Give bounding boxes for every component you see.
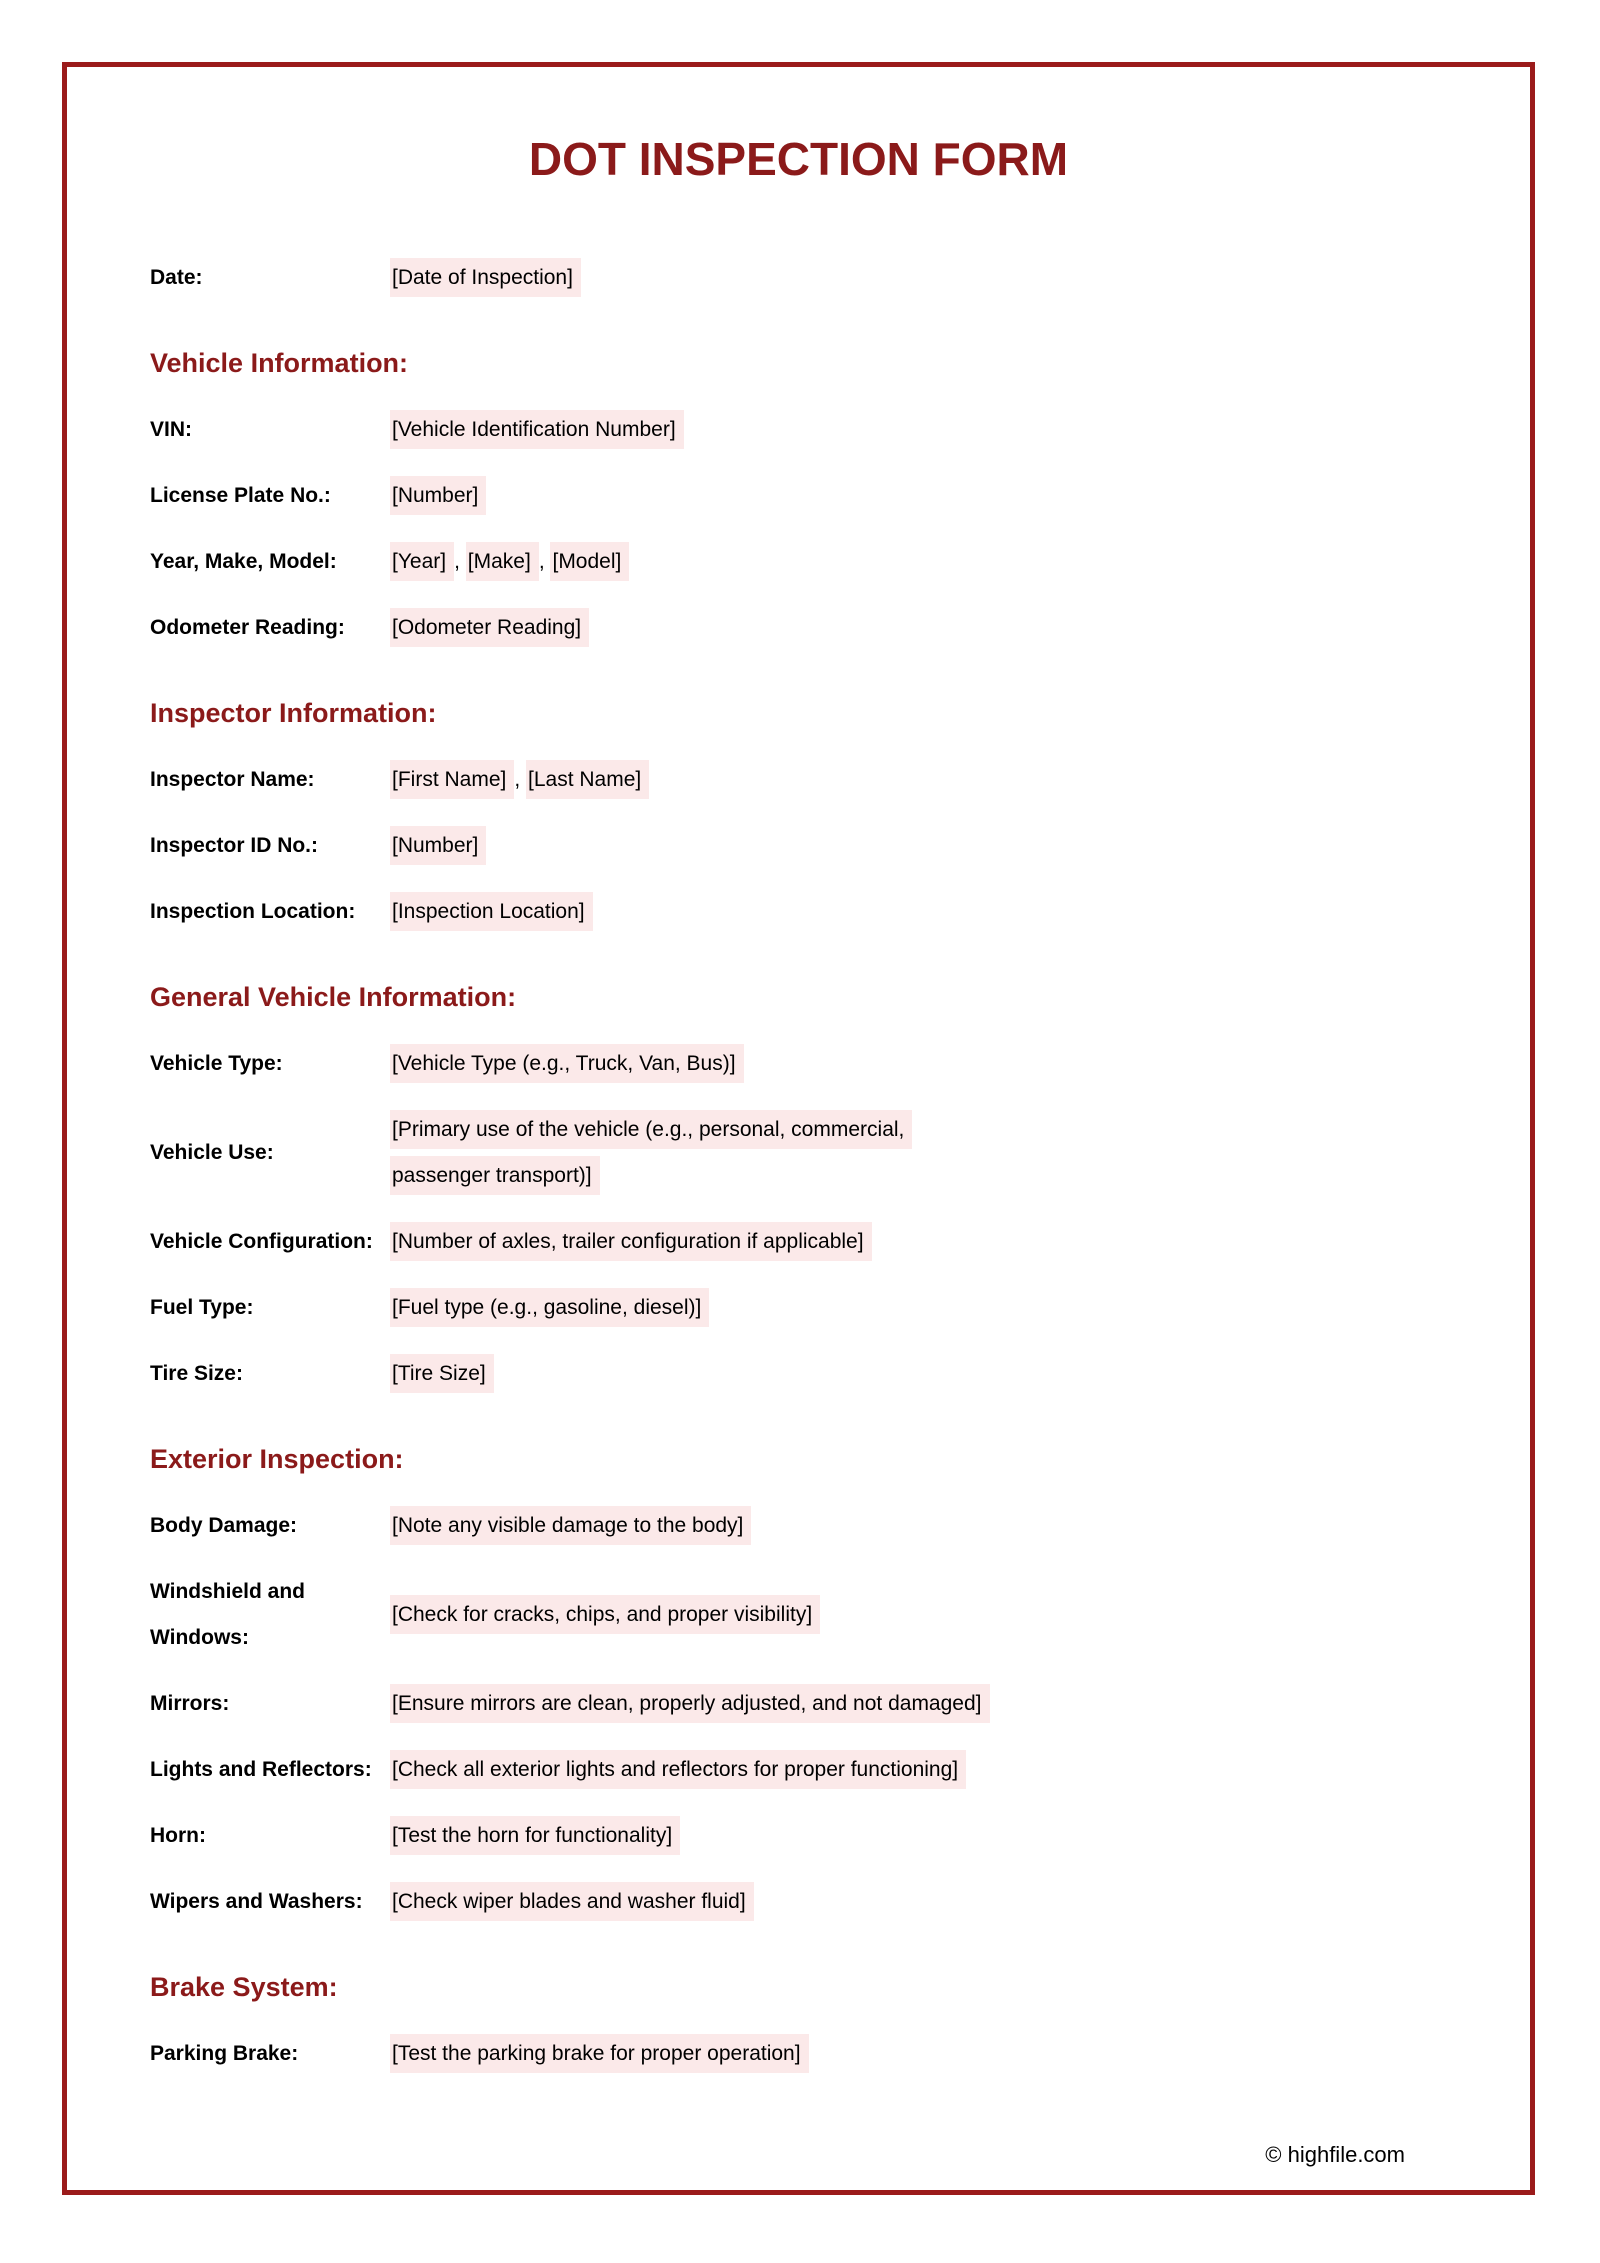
field-row [150, 1285, 1475, 1331]
section-rows [150, 407, 1475, 651]
field-placeholder[interactable]: [Check for cracks, chips, and proper visibility] [390, 1595, 820, 1634]
field-placeholder[interactable]: [Vehicle Identification Number] [390, 410, 684, 449]
footer-credit: © highfile.com [1265, 2142, 1405, 2167]
section-heading: Exterior Inspection: [150, 1444, 404, 1474]
field-label: Windshield and Windows: [150, 1580, 305, 1649]
field-value [390, 1813, 990, 1859]
field-label: Inspection Location: [150, 900, 356, 923]
field-row [150, 1569, 1475, 1661]
section-heading: Brake System: [150, 1972, 338, 2002]
field-label: Horn: [150, 1824, 206, 1847]
field-label: Date: [150, 266, 203, 289]
field-placeholder[interactable]: [Number] [390, 476, 486, 515]
date-row-container [150, 255, 1475, 301]
field-placeholder[interactable]: [Year] [390, 542, 454, 581]
field-label: Wipers and Washers: [150, 1890, 363, 1913]
field-label: Inspector Name: [150, 768, 315, 791]
field-row [150, 757, 1475, 803]
field-value [390, 1285, 990, 1331]
field-row [150, 1107, 1475, 1199]
field-placeholder[interactable]: [Note any visible damage to the body] [390, 1506, 751, 1545]
section-rows [150, 2031, 1475, 2077]
field-label: Vehicle Type: [150, 1052, 283, 1075]
separator-text: , [514, 768, 527, 791]
form-title: DOT INSPECTION FORM [528, 133, 1069, 185]
field-value [390, 1592, 990, 1638]
field-row [150, 1813, 1475, 1859]
field-label: Year, Make, Model: [150, 550, 337, 573]
field-row [150, 889, 1475, 935]
separator-text: , [454, 550, 466, 573]
field-value [390, 1041, 990, 1087]
field-placeholder[interactable]: [Vehicle Type (e.g., Truck, Van, Bus)] [390, 1044, 744, 1083]
form-section [150, 695, 1475, 935]
field-placeholder[interactable]: [Number] [390, 826, 486, 865]
field-row [150, 539, 1475, 585]
field-placeholder[interactable]: [Make] [466, 542, 539, 581]
field-label: Vehicle Configuration: [150, 1230, 373, 1253]
section-rows [150, 1041, 1475, 1397]
field-placeholder[interactable]: [Last Name] [526, 760, 649, 799]
field-label: Vehicle Use: [150, 1141, 274, 1164]
field-label: License Plate No.: [150, 484, 331, 507]
section-heading: Inspector Information: [150, 698, 437, 728]
section-heading: Vehicle Information: [150, 348, 409, 378]
field-label: Odometer Reading: [150, 616, 345, 639]
field-label: Lights and Reflectors: [150, 1758, 372, 1781]
field-row [150, 1747, 1475, 1793]
field-placeholder[interactable]: [Odometer Reading] [390, 608, 589, 647]
field-value [390, 1879, 990, 1925]
field-row [150, 823, 1475, 869]
field-value [390, 473, 990, 519]
field-value [390, 2031, 990, 2077]
form-section [150, 1441, 1475, 1925]
field-label: Tire Size: [150, 1362, 243, 1385]
field-placeholder[interactable]: [First Name] [390, 760, 514, 799]
section-heading: General Vehicle Information: [150, 982, 517, 1012]
field-value [390, 823, 990, 869]
field-label: Fuel Type: [150, 1296, 254, 1319]
field-placeholder[interactable]: [Check wiper blades and washer fluid] [390, 1882, 754, 1921]
sections-container [150, 345, 1475, 2077]
field-row [150, 473, 1475, 519]
field-row [150, 1219, 1475, 1265]
form-content [67, 255, 1530, 2077]
field-placeholder[interactable]: [Tire Size] [390, 1354, 494, 1393]
field-label: VIN: [150, 418, 192, 441]
field-row [150, 2031, 1475, 2077]
field-placeholder[interactable]: [Inspection Location] [390, 892, 593, 931]
section-rows [150, 1503, 1475, 1925]
field-value [390, 539, 990, 585]
field-row [150, 605, 1475, 651]
field-value [390, 255, 990, 301]
field-value [390, 407, 990, 453]
field-row [150, 1879, 1475, 1925]
field-row [150, 1041, 1475, 1087]
field-placeholder[interactable]: [Check all exterior lights and reflectors for proper functioning] [390, 1750, 966, 1789]
field-placeholder[interactable]: [Model] [550, 542, 629, 581]
field-row [150, 1351, 1475, 1397]
field-value [390, 605, 990, 651]
field-placeholder[interactable]: [Test the horn for functionality] [390, 1816, 680, 1855]
field-label: Parking Brake: [150, 2042, 299, 2065]
form-section [150, 979, 1475, 1397]
field-value [390, 1681, 990, 1727]
field-placeholder[interactable]: [Fuel type (e.g., gasoline, diesel)] [390, 1288, 709, 1327]
field-row [150, 1503, 1475, 1549]
separator-text: , [538, 550, 551, 573]
field-placeholder[interactable]: [Primary use of the vehicle (e.g., personal, commercial, passenger transport)] [390, 1110, 912, 1195]
field-placeholder[interactable]: [Date of Inspection] [390, 258, 581, 297]
field-row [150, 407, 1475, 453]
field-row [150, 1681, 1475, 1727]
form-section [150, 1969, 1475, 2077]
field-row [150, 255, 1475, 301]
field-value [390, 1107, 990, 1199]
field-placeholder[interactable]: [Test the parking brake for proper operation] [390, 2034, 809, 2073]
field-label: Inspector ID No.: [150, 834, 319, 857]
field-value [390, 1503, 990, 1549]
field-value [390, 757, 990, 803]
document-page [62, 62, 1535, 2195]
field-placeholder[interactable]: [Ensure mirrors are clean, properly adjusted, and not damaged] [390, 1684, 990, 1723]
field-value [390, 1219, 990, 1265]
form-section [150, 345, 1475, 651]
field-placeholder[interactable]: [Number of axles, trailer configuration if applicable] [390, 1222, 872, 1261]
field-value [390, 1351, 990, 1397]
field-label: Mirrors: [150, 1692, 230, 1715]
field-value [390, 1747, 990, 1793]
section-rows [150, 757, 1475, 935]
field-value [390, 889, 990, 935]
field-label: Body Damage: [150, 1514, 298, 1537]
